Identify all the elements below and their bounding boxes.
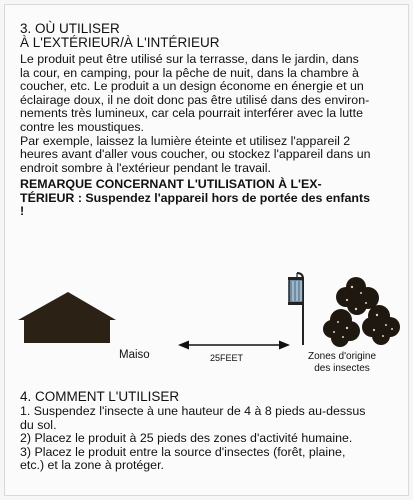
remark-line: ! — [20, 204, 25, 219]
body-line: endroit sombre à l'extérieur pendant le travail. — [20, 160, 272, 175]
body-line: etc.) et la zone à protéger. — [20, 458, 164, 473]
insect-zones-label — [306, 351, 378, 375]
zones-label-line: des insectes — [314, 363, 370, 374]
body-line: 3) Placez le produit entre la source d'insectes (forêt, plaine, — [20, 444, 346, 459]
house-icon — [18, 292, 116, 343]
zones-label-line: Zones d'origine — [307, 351, 377, 362]
house-label: Maiso — [119, 349, 150, 361]
body-line: Le produit peut être utilisé sur la terrasse, dans le jardin, dans — [20, 52, 359, 66]
insect-bushes-icon — [323, 277, 400, 347]
body-line: la cour, en camping, pour la pêche de nuit, dans la chambre à — [20, 65, 359, 80]
section-3-title: 3. OÙ UTILISER — [20, 21, 120, 36]
remark-line: TÉRIEUR : Suspendez l'appareil hors de portée des enfants — [20, 190, 370, 205]
body-line: éclairage doux, il ne doit donc pas être utilisé dans des environ- — [20, 92, 370, 107]
section-4-body — [20, 405, 365, 473]
body-line: 2) Placez le produit à 25 pieds des zones d'activité humaine. — [20, 431, 353, 446]
body-line: heures avant d'aller vous coucher, ou stockez l'appareil dans un — [20, 147, 371, 162]
body-line: du sol. — [20, 417, 57, 432]
distance-arrow-icon — [178, 341, 290, 350]
body-line: nements très lumineux, car cela pourrait interférer avec la lutte — [20, 106, 363, 121]
body-line: coucher, etc. Le produit a un design économe en énergie et un — [20, 79, 364, 94]
remark-line: REMARQUE CONCERNANT L'UTILISATION À L'EX- — [20, 177, 322, 191]
section-3-subtitle: À L'EXTÉRIEUR/À L'INTÉRIEUR — [20, 35, 220, 50]
hanging-lamp-icon — [288, 273, 304, 345]
body-line: contre les moustiques. — [20, 119, 144, 134]
section-4-title: 4. COMMENT L'UTILISER — [20, 389, 180, 404]
section-3-body — [20, 53, 371, 175]
outdoor-remark — [20, 178, 370, 219]
distance-label: 25FEET — [210, 353, 244, 363]
body-line: Par exemple, laissez la lumière éteinte et utilisez l'appareil 2 — [20, 133, 351, 148]
body-line: 1. Suspendez l'insecte à une hauteur de 4 à 8 pieds au-dessus — [20, 404, 366, 418]
